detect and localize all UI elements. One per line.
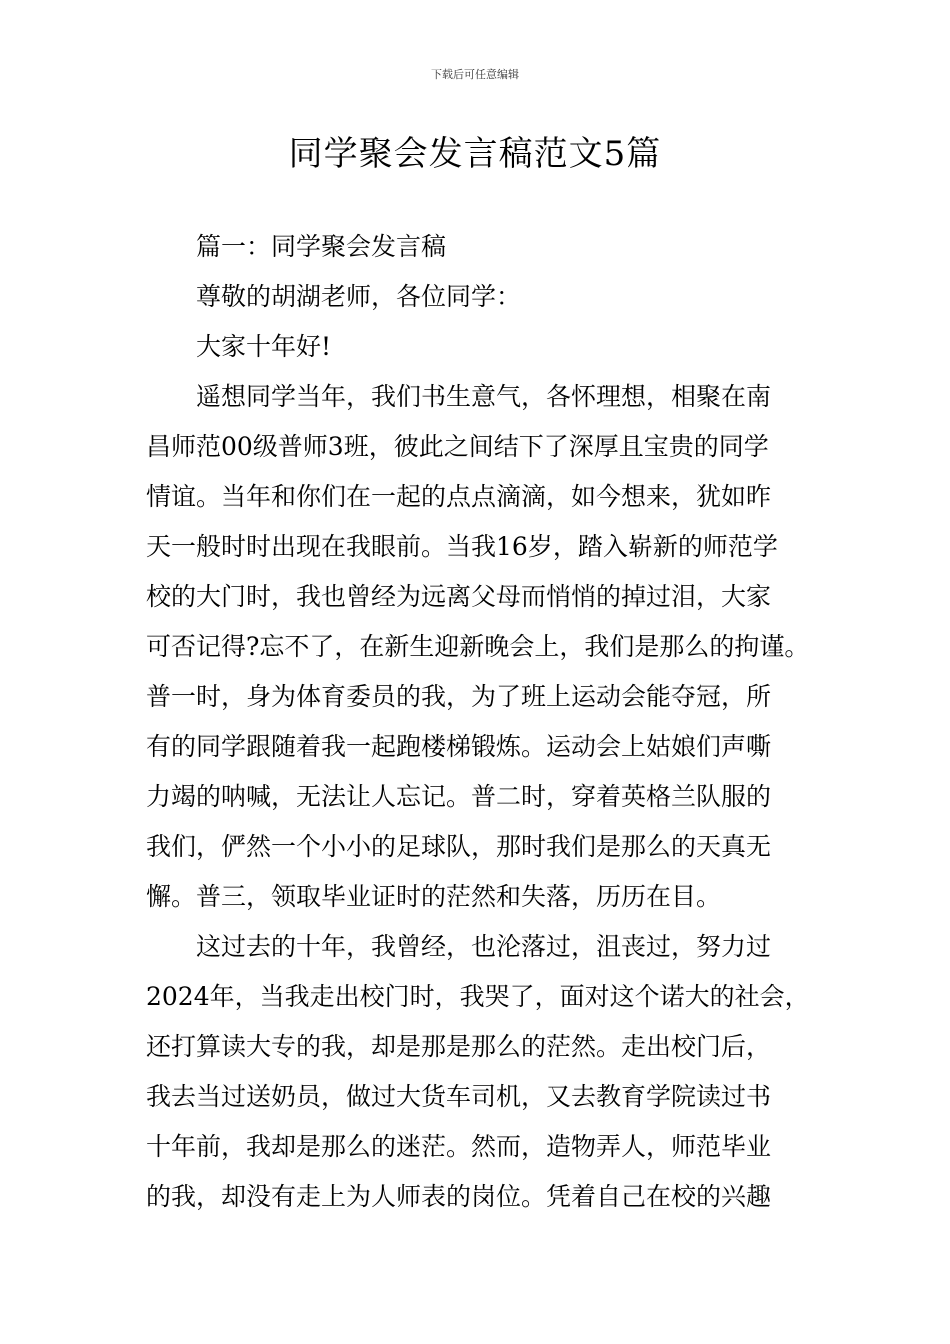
text-line: 昌师范00级普师3班，彼此之间结下了深厚且宝贵的同学	[146, 432, 769, 461]
paragraph-2	[146, 922, 836, 1222]
text-line: 普一时，身为体育委员的我，为了班上运动会能夺冠，所	[146, 682, 772, 711]
text-line: 我们，俨然一个小小的足球队，那时我们是那么的天真无	[146, 832, 772, 861]
text-line: 还打算读大专的我，却是那是那么的茫然。走出校门后，	[146, 1032, 772, 1061]
document-title: 同学聚会发言稿范文5篇	[288, 134, 662, 174]
text-line: 校的大门时，我也曾经为远离父母而悄悄的掉过泪，大家	[146, 582, 772, 611]
paragraph-1	[146, 372, 836, 922]
salutation: 尊敬的胡湖老师，各位同学：	[196, 282, 522, 311]
text-line: 有的同学跟随着我一起跑楼梯锻炼。运动会上姑娘们声嘶	[146, 732, 772, 761]
text-line: 遥想同学当年，我们书生意气，各怀理想，相聚在南	[196, 382, 772, 411]
document-body	[146, 222, 836, 1222]
text-line: 这过去的十年，我曾经，也沦落过，沮丧过，努力过	[196, 932, 772, 961]
greeting: 大家十年好!	[196, 332, 332, 361]
text-line: 可否记得?忘不了，在新生迎新晚会上，我们是那么的拘谨。	[146, 632, 810, 661]
text-line: 2024年，当我走出校门时，我哭了，面对这个诺大的社会，	[146, 982, 810, 1011]
text-line: 力竭的呐喊，无法让人忘记。普二时，穿着英格兰队服的	[146, 782, 772, 811]
text-line: 懈。普三，领取毕业证时的茫然和失落，历历在目。	[146, 882, 722, 911]
text-line: 十年前，我却是那么的迷茫。然而，造物弄人，师范毕业	[146, 1132, 772, 1161]
text-line: 的我，却没有走上为人师表的岗位。凭着自己在校的兴趣	[146, 1182, 772, 1211]
text-line: 我去当过送奶员，做过大货车司机，又去教育学院读过书	[146, 1082, 772, 1111]
text-line: 天一般时时出现在我眼前。当我16岁，踏入崭新的师范学	[146, 532, 778, 561]
header-note: 下载后可任意编辑	[431, 68, 519, 81]
section-heading: 篇一：同学聚会发言稿	[196, 232, 447, 261]
text-line: 情谊。当年和你们在一起的点点滴滴，如今想来，犹如昨	[146, 482, 772, 511]
